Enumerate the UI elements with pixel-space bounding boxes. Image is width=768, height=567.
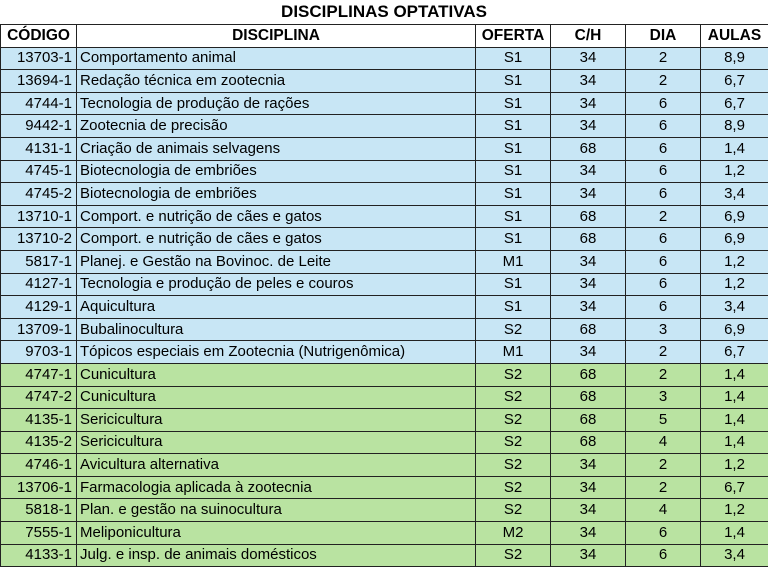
cell-dia: 6 — [626, 544, 701, 567]
cell-aulas: 6,9 — [701, 205, 768, 228]
cell-aulas: 6,7 — [701, 92, 768, 115]
cell-code: 4129-1 — [1, 296, 77, 319]
cell-dia: 6 — [626, 160, 701, 183]
cell-aulas: 3,4 — [701, 183, 768, 206]
cell-aulas: 3,4 — [701, 544, 768, 567]
cell-oferta: S1 — [476, 228, 551, 251]
cell-code: 4744-1 — [1, 92, 77, 115]
cell-aulas: 1,2 — [701, 160, 768, 183]
cell-disciplina: Aquicultura — [77, 296, 476, 319]
cell-dia: 3 — [626, 318, 701, 341]
cell-code: 5817-1 — [1, 250, 77, 273]
cell-ch: 68 — [551, 205, 626, 228]
table-row — [1, 273, 768, 296]
cell-dia: 6 — [626, 92, 701, 115]
cell-oferta: S1 — [476, 183, 551, 206]
cell-oferta: S2 — [476, 499, 551, 522]
table-row — [1, 386, 768, 409]
cell-ch: 34 — [551, 341, 626, 364]
cell-ch: 34 — [551, 522, 626, 545]
cell-oferta: S1 — [476, 92, 551, 115]
cell-code: 13706-1 — [1, 476, 77, 499]
cell-disciplina: Tecnologia e produção de peles e couros — [77, 273, 476, 296]
cell-ch: 68 — [551, 431, 626, 454]
cell-aulas: 8,9 — [701, 115, 768, 138]
cell-oferta: S2 — [476, 409, 551, 432]
cell-ch: 34 — [551, 92, 626, 115]
cell-ch: 68 — [551, 363, 626, 386]
cell-code: 4745-1 — [1, 160, 77, 183]
table-row — [1, 431, 768, 454]
cell-ch: 34 — [551, 296, 626, 319]
cell-disciplina: Criação de animais selvagens — [77, 137, 476, 160]
cell-oferta: S1 — [476, 137, 551, 160]
cell-code: 9442-1 — [1, 115, 77, 138]
header-codigo: CÓDIGO — [1, 25, 77, 48]
cell-code: 4747-2 — [1, 386, 77, 409]
cell-aulas: 6,7 — [701, 70, 768, 93]
table-row — [1, 499, 768, 522]
table-row — [1, 454, 768, 477]
cell-dia: 6 — [626, 115, 701, 138]
table-row — [1, 250, 768, 273]
cell-oferta: S2 — [476, 363, 551, 386]
cell-dia: 6 — [626, 296, 701, 319]
table-title: DISCIPLINAS OPTATIVAS — [281, 2, 487, 21]
cell-dia: 6 — [626, 183, 701, 206]
cell-ch: 34 — [551, 273, 626, 296]
cell-dia: 6 — [626, 273, 701, 296]
cell-code: 13694-1 — [1, 70, 77, 93]
header-ch: C/H — [551, 25, 626, 48]
cell-dia: 3 — [626, 386, 701, 409]
cell-aulas: 1,4 — [701, 522, 768, 545]
cell-oferta: S1 — [476, 115, 551, 138]
header-aulas: AULAS — [701, 25, 768, 48]
cell-oferta: S2 — [476, 544, 551, 567]
cell-dia: 6 — [626, 522, 701, 545]
cell-oferta: M1 — [476, 341, 551, 364]
cell-code: 13710-2 — [1, 228, 77, 251]
cell-code: 9703-1 — [1, 341, 77, 364]
table-row — [1, 205, 768, 228]
table-row — [1, 115, 768, 138]
table-row — [1, 544, 768, 567]
table-row — [1, 70, 768, 93]
cell-code: 4133-1 — [1, 544, 77, 567]
cell-disciplina: Cunicultura — [77, 363, 476, 386]
cell-ch: 34 — [551, 160, 626, 183]
cell-code: 4745-2 — [1, 183, 77, 206]
table-row — [1, 296, 768, 319]
header-disciplina: DISCIPLINA — [77, 25, 476, 48]
cell-disciplina: Cunicultura — [77, 386, 476, 409]
cell-disciplina: Planej. e Gestão na Bovinoc. de Leite — [77, 250, 476, 273]
cell-disciplina: Julg. e insp. de animais domésticos — [77, 544, 476, 567]
cell-code: 4746-1 — [1, 454, 77, 477]
table-row — [1, 409, 768, 432]
cell-ch: 34 — [551, 70, 626, 93]
cell-aulas: 8,9 — [701, 47, 768, 70]
cell-ch: 68 — [551, 386, 626, 409]
cell-code: 4747-1 — [1, 363, 77, 386]
cell-disciplina: Plan. e gestão na suinocultura — [77, 499, 476, 522]
cell-aulas: 1,2 — [701, 454, 768, 477]
cell-aulas: 1,2 — [701, 250, 768, 273]
cell-ch: 34 — [551, 476, 626, 499]
cell-aulas: 1,4 — [701, 409, 768, 432]
cell-ch: 68 — [551, 409, 626, 432]
cell-dia: 2 — [626, 363, 701, 386]
cell-code: 4135-2 — [1, 431, 77, 454]
cell-code: 13709-1 — [1, 318, 77, 341]
cell-dia: 4 — [626, 431, 701, 454]
cell-disciplina: Avicultura alternativa — [77, 454, 476, 477]
cell-ch: 34 — [551, 499, 626, 522]
cell-code: 7555-1 — [1, 522, 77, 545]
cell-oferta: S2 — [476, 431, 551, 454]
cell-code: 4131-1 — [1, 137, 77, 160]
table-row — [1, 341, 768, 364]
table-row — [1, 318, 768, 341]
cell-dia: 5 — [626, 409, 701, 432]
cell-oferta: M1 — [476, 250, 551, 273]
cell-oferta: S2 — [476, 386, 551, 409]
table-row — [1, 47, 768, 70]
cell-ch: 68 — [551, 228, 626, 251]
table-row — [1, 183, 768, 206]
cell-dia: 6 — [626, 137, 701, 160]
table-row — [1, 476, 768, 499]
table-row — [1, 160, 768, 183]
table-row — [1, 522, 768, 545]
cell-oferta: S2 — [476, 318, 551, 341]
cell-dia: 2 — [626, 47, 701, 70]
cell-ch: 34 — [551, 47, 626, 70]
cell-ch: 34 — [551, 454, 626, 477]
cell-code: 4127-1 — [1, 273, 77, 296]
cell-dia: 2 — [626, 205, 701, 228]
cell-ch: 68 — [551, 137, 626, 160]
header-oferta: OFERTA — [476, 25, 551, 48]
cell-disciplina: Sericicultura — [77, 409, 476, 432]
cell-oferta: S2 — [476, 476, 551, 499]
cell-code: 4135-1 — [1, 409, 77, 432]
cell-ch: 34 — [551, 183, 626, 206]
cell-aulas: 6,7 — [701, 476, 768, 499]
table-row — [1, 137, 768, 160]
disciplines-table — [0, 24, 768, 567]
cell-ch: 68 — [551, 318, 626, 341]
cell-oferta: S1 — [476, 160, 551, 183]
cell-dia: 2 — [626, 454, 701, 477]
cell-disciplina: Bubalinocultura — [77, 318, 476, 341]
table-row — [1, 92, 768, 115]
cell-ch: 34 — [551, 115, 626, 138]
cell-disciplina: Biotecnologia de embriões — [77, 183, 476, 206]
cell-disciplina: Tecnologia de produção de rações — [77, 92, 476, 115]
cell-oferta: S1 — [476, 205, 551, 228]
cell-aulas: 1,2 — [701, 273, 768, 296]
cell-disciplina: Comport. e nutrição de cães e gatos — [77, 205, 476, 228]
header-dia: DIA — [626, 25, 701, 48]
cell-oferta: M2 — [476, 522, 551, 545]
table-row — [1, 228, 768, 251]
cell-aulas: 1,4 — [701, 386, 768, 409]
cell-dia: 4 — [626, 499, 701, 522]
cell-ch: 34 — [551, 250, 626, 273]
cell-disciplina: Comport. e nutrição de cães e gatos — [77, 228, 476, 251]
cell-disciplina: Zootecnia de precisão — [77, 115, 476, 138]
cell-aulas: 3,4 — [701, 296, 768, 319]
cell-dia: 6 — [626, 228, 701, 251]
cell-disciplina: Biotecnologia de embriões — [77, 160, 476, 183]
cell-disciplina: Tópicos especiais em Zootecnia (Nutrigenômica) — [77, 341, 476, 364]
cell-aulas: 1,2 — [701, 499, 768, 522]
cell-aulas: 6,9 — [701, 318, 768, 341]
cell-oferta: S2 — [476, 454, 551, 477]
cell-dia: 2 — [626, 476, 701, 499]
cell-oferta: S1 — [476, 296, 551, 319]
header-row — [1, 25, 768, 48]
cell-oferta: S1 — [476, 47, 551, 70]
cell-code: 5818-1 — [1, 499, 77, 522]
cell-dia: 2 — [626, 70, 701, 93]
cell-ch: 34 — [551, 544, 626, 567]
cell-disciplina: Sericicultura — [77, 431, 476, 454]
cell-oferta: S1 — [476, 70, 551, 93]
cell-code: 13703-1 — [1, 47, 77, 70]
cell-disciplina: Farmacologia aplicada à zootecnia — [77, 476, 476, 499]
cell-disciplina: Comportamento animal — [77, 47, 476, 70]
cell-dia: 6 — [626, 250, 701, 273]
cell-aulas: 1,4 — [701, 431, 768, 454]
table-row — [1, 363, 768, 386]
cell-aulas: 6,9 — [701, 228, 768, 251]
cell-aulas: 6,7 — [701, 341, 768, 364]
cell-aulas: 1,4 — [701, 363, 768, 386]
cell-disciplina: Meliponicultura — [77, 522, 476, 545]
cell-code: 13710-1 — [1, 205, 77, 228]
cell-oferta: S1 — [476, 273, 551, 296]
cell-dia: 2 — [626, 341, 701, 364]
cell-aulas: 1,4 — [701, 137, 768, 160]
cell-disciplina: Redação técnica em zootecnia — [77, 70, 476, 93]
